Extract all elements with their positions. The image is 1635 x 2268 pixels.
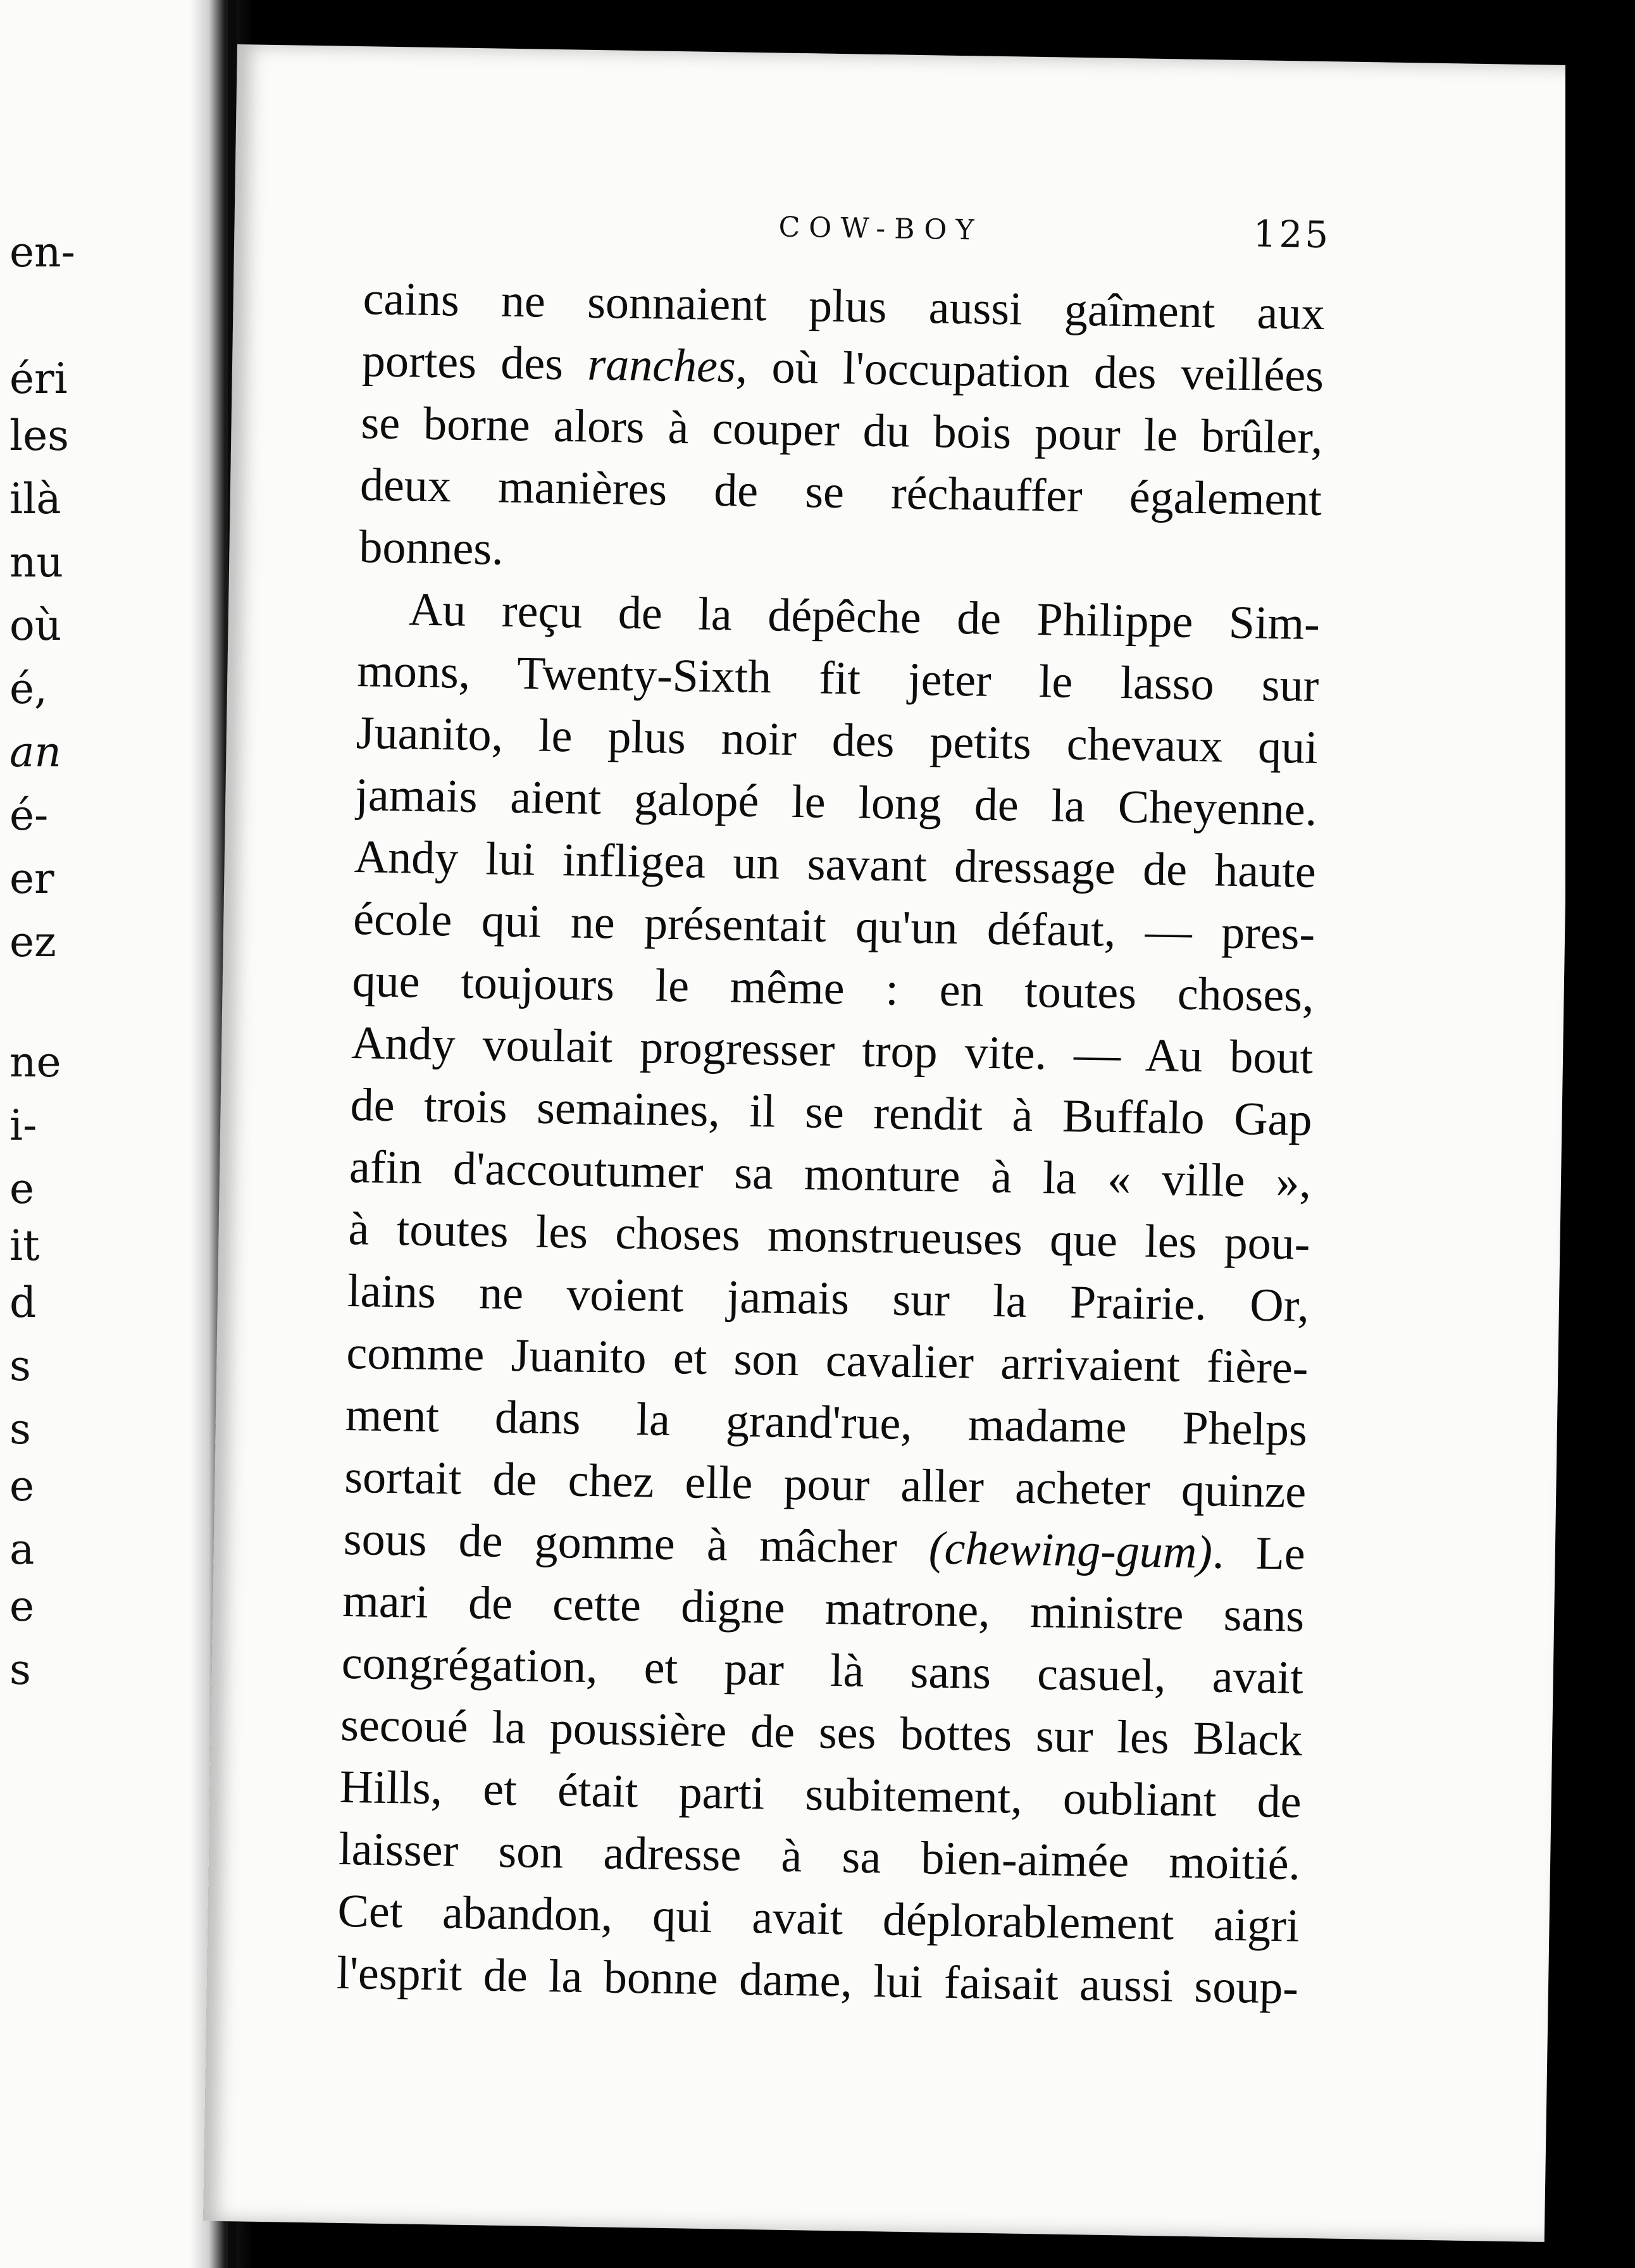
- text-segment: portes des: [361, 335, 588, 390]
- left-fragment: it: [9, 1221, 40, 1270]
- left-fragment: ez: [9, 918, 56, 966]
- left-fragment: i-: [9, 1101, 37, 1150]
- text-line: Juanito, le plus noir des petits chevaux qui: [356, 707, 1319, 774]
- text-line: Hills, et était parti subitement, oubliant de: [339, 1760, 1302, 1828]
- left-fragment: ne: [9, 1038, 61, 1087]
- right-page: [203, 44, 1579, 2242]
- text-line: secoué la poussière de ses bottes sur les Black: [340, 1698, 1303, 1766]
- text-segment: sous de gomme à mâcher: [343, 1512, 929, 1574]
- running-head: COW-BOY: [778, 211, 983, 247]
- text-line: laisser son adresse à sa bien-aimée moitié.: [338, 1822, 1301, 1890]
- text-line: comme Juanito et son cavalier arrivaient fière-: [345, 1326, 1309, 1394]
- italic-word: ranches: [587, 338, 737, 393]
- text-segment: , où l'occupation des veillées: [735, 340, 1324, 402]
- text-line: se borne alors à couper du bois pour le brûler,: [360, 397, 1324, 464]
- text-line: ment dans la grand'rue, madame Phelps: [345, 1388, 1308, 1456]
- text-line: sortait de chez elle pour aller acheter quinze: [344, 1450, 1307, 1518]
- text-line: afin d'accoutumer sa monture à la « ville »,: [349, 1141, 1312, 1208]
- text-line: mari de cette digne matrone, ministre sans: [342, 1574, 1305, 1642]
- left-fragment: s: [9, 1405, 31, 1454]
- left-fragment: s: [9, 1645, 31, 1694]
- text-line: bonnes.: [358, 521, 504, 575]
- text-line: mons, Twenty-Sixth fit jeter le lasso sur: [356, 645, 1319, 712]
- left-fragment: a: [9, 1525, 35, 1574]
- left-fragment: an: [9, 728, 61, 776]
- left-fragment: les: [9, 411, 70, 460]
- text-segment: . Le: [1212, 1526, 1306, 1580]
- left-fragment: é,: [9, 664, 48, 713]
- left-fragment: é-: [9, 791, 49, 840]
- text-line: école qui ne présentait qu'un défaut, — pres-: [352, 893, 1315, 960]
- text-line: de trois semaines, il se rendit à Buffalo Gap: [350, 1079, 1313, 1146]
- text-line: Andy lui infligea un savant dressage de haute: [354, 831, 1317, 898]
- left-fragment: e: [9, 1164, 35, 1213]
- text-line: congrégation, et par là sans casuel, avait: [341, 1636, 1304, 1704]
- left-fragment: où: [9, 601, 62, 650]
- left-fragment: s: [9, 1342, 31, 1390]
- text-line: Au reçu de la dépêche de Philippe Sim-: [408, 583, 1321, 650]
- left-fragment: nu: [9, 538, 64, 587]
- text-line: cains ne sonnaient plus aussi gaîment aux: [363, 273, 1326, 340]
- scan-border-right: [1565, 0, 1635, 2268]
- left-fragment: ilà: [9, 475, 61, 523]
- text-line: l'esprit de la bonne dame, lui faisait aussi soup-: [336, 1947, 1299, 2014]
- text-line: deux manières de se réchauffer également: [359, 459, 1322, 526]
- italic-word: (chewing-gum): [928, 1522, 1213, 1579]
- text-line: à toutes les choses monstrueuses que les pou-: [347, 1202, 1311, 1270]
- left-fragment: e: [9, 1582, 35, 1631]
- body-text: [336, 268, 1325, 2019]
- left-fragment: éri: [9, 354, 68, 403]
- page-number: 125: [1252, 212, 1331, 257]
- left-fragment: d: [9, 1278, 37, 1327]
- left-facing-page: [0, 0, 215, 2268]
- left-fragment: er: [9, 854, 54, 903]
- text-line: jamais aient galopé le long de la Cheyenne.: [354, 769, 1317, 836]
- left-fragment: en-: [9, 228, 75, 277]
- text-line: Andy voulait progresser trop vite. — Au bout: [351, 1017, 1314, 1084]
- page-header: [234, 202, 1393, 271]
- text-line: Cet abandon, qui avait déplorablement aigri: [337, 1885, 1300, 1952]
- text-line: lains ne voient jamais sur la Prairie. Or,: [347, 1264, 1310, 1332]
- left-fragment: e: [9, 1462, 35, 1511]
- text-line: que toujours le même : en toutes choses,: [352, 955, 1315, 1022]
